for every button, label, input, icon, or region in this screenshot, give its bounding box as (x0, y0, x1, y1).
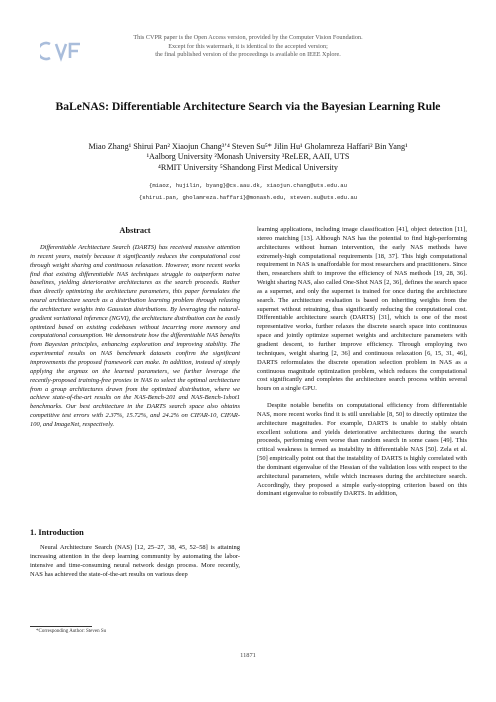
page-number: 11871 (240, 652, 256, 659)
cvf-logo (40, 40, 84, 62)
author-names: Miao Zhang¹ Shirui Pan² Xiaojun Chang³ʼ⁴ Steven Su⁵* Jilin Hu¹ Gholamreza Haffari² Bin Yang¹ (88, 142, 408, 151)
right-column (257, 226, 467, 499)
open-access-banner (110, 34, 386, 60)
abstract-heading: Abstract (119, 226, 151, 235)
right-paragraph-2: Despite notable benefits on computational efficiency from differentiable NAS, more recent works find it is still unreliable [8, 50] to directly optimize the architecture magnitudes. For example, DARTS is unable to stably obtain excellent solutions and yields deteriorative architectures during the search proceeds, performing even worse than random search in some cases [49]. This critical weakness is termed as instability in differentiable NAS [50]. Zela et al. [50] empirically point out that the instability of DARTS is highly correlated with the dominant eigenvalue of the Hessian of the validation loss with respect to the architectural parameters, while which increases during the architecture search. Accordingly, they proposed a simple early-stopping criterion based on this dominant eigenvalue to robustify DARTS. In addition, (257, 402, 467, 498)
email-line-1: {miaoz, hujilin, byang}@cs.aau.dk, xiaojun.chang@uts.edu.au (148, 182, 348, 189)
banner-line: the final published version of the proceedings is available on IEEE Xplore. (155, 51, 341, 59)
introduction-text: Neural Architecture Search (NAS) [12, 25–27, 38, 45, 52–58] is attaining increasing attention in the deep learning community by automating the labor-intensive and time-consuming neural network design process. More recently, NAS has achieved the state-of-the-art results on various deep (30, 544, 240, 578)
affiliations-line-1: ¹Aalborg University ²Monash University ³ReLER, AAII, UTS (146, 152, 350, 162)
affiliations-line-2: ⁴RMIT University ⁵Shandong First Medical University (158, 162, 338, 172)
banner-line: Except for this watermark, it is identical to the accepted version; (168, 42, 328, 50)
email-line-2: {shirui.pan, gholamreza.haffari}@monash.edu, steven.su@uts.edu.au (138, 194, 358, 202)
abstract-text: Differentiable Architecture Search (DARTS) has received massive attention in recent years, mainly because it significantly reduces the computational cost through weight sharing and continuous relaxation. However, more recent works find that existing differentiable NAS techniques struggle to outperform naive baselines, yielding deteriorative architectures as the search proceeds. Rather than directly optimizing the architecture parameters, this paper formulates the neural architecture search as a distribution learning problem through relaxing the architecture weights into Gaussian distributions. By leveraging the natural-gradient variational inference (NGVI), the architecture distribution can be easily optimized based on existing codebases without incurring more memory and computational consumption. We demonstrate how the differentiable NAS benefits from Bayesian principles, enhancing exploration and improving stability. The experimental results on NAS benchmark datasets confirm the significant improvements the proposed framework can make. In addition, instead of simply applying the argmax on the learned parameters, we further leverage the recently-proposed training-free proxies in NAS to select the optimal architecture from a group architectures drawn from the optimized distribution, where we achieve state-of-the-art results on the NAS-Bench-201 and NAS-Bench-1shot1 benchmarks. Our best architecture in the DARTS search space also obtains competitive test errors with 2.37%, 15.72%, and 24.2% on CIFAR-10, CIFAR-100, and ImageNet, respectively. (30, 244, 240, 428)
paper-title: BaLeNAS: Differentiable Architecture Search via the Bayesian Learning Rule (55, 100, 441, 113)
footnote: *Corresponding Author: Steven Su (36, 629, 107, 634)
introduction-heading: 1. Introduction (30, 528, 84, 537)
introduction-body (30, 544, 240, 579)
footnote-rule (30, 626, 92, 627)
email-block (0, 180, 496, 205)
abstract-body (30, 244, 240, 430)
author-block (0, 142, 496, 173)
right-paragraph-1: learning applications, including image classification [41], object detection [11], stereo matching [13]. Although NAS has the potential to find high-performing architectures without human intervention, the early NAS methods have extremely-high computational requirements [18, 37]. This high computational requirement in NAS is unaffordable for most researchers and practitioners. Since then, researchers shift to improve the efficiency of NAS methods [19, 28, 36]. Weight sharing NAS, also called One-Shot NAS [2, 36], defines the search space as a supernet, and only the supernet is trained for once during the architecture search. The architecture evaluation is based on inheriting weights from the supernet without retraining, thus significantly reducing the computational cost. Differentiable architecture search (DARTS) [31], which is one of the most representative works, further relaxes the discrete search space into continuous space and jointly optimize supernet weights and architecture parameters with gradient descent, to further improve efficiency. Through employing two techniques, weight sharing [2, 36] and continuous relaxation [6, 15, 31, 46], DARTS reformulates the discrete operation selection problem in NAS as a continuous magnitude optimization problem, which reduces the computational cost significantly and completes the architecture search process within several hours on a single GPU. (257, 226, 467, 393)
cvf-logo-graphic (40, 40, 84, 62)
banner-line: This CVPR paper is the Open Access version, provided by the Computer Vision Foundation. (133, 34, 363, 41)
